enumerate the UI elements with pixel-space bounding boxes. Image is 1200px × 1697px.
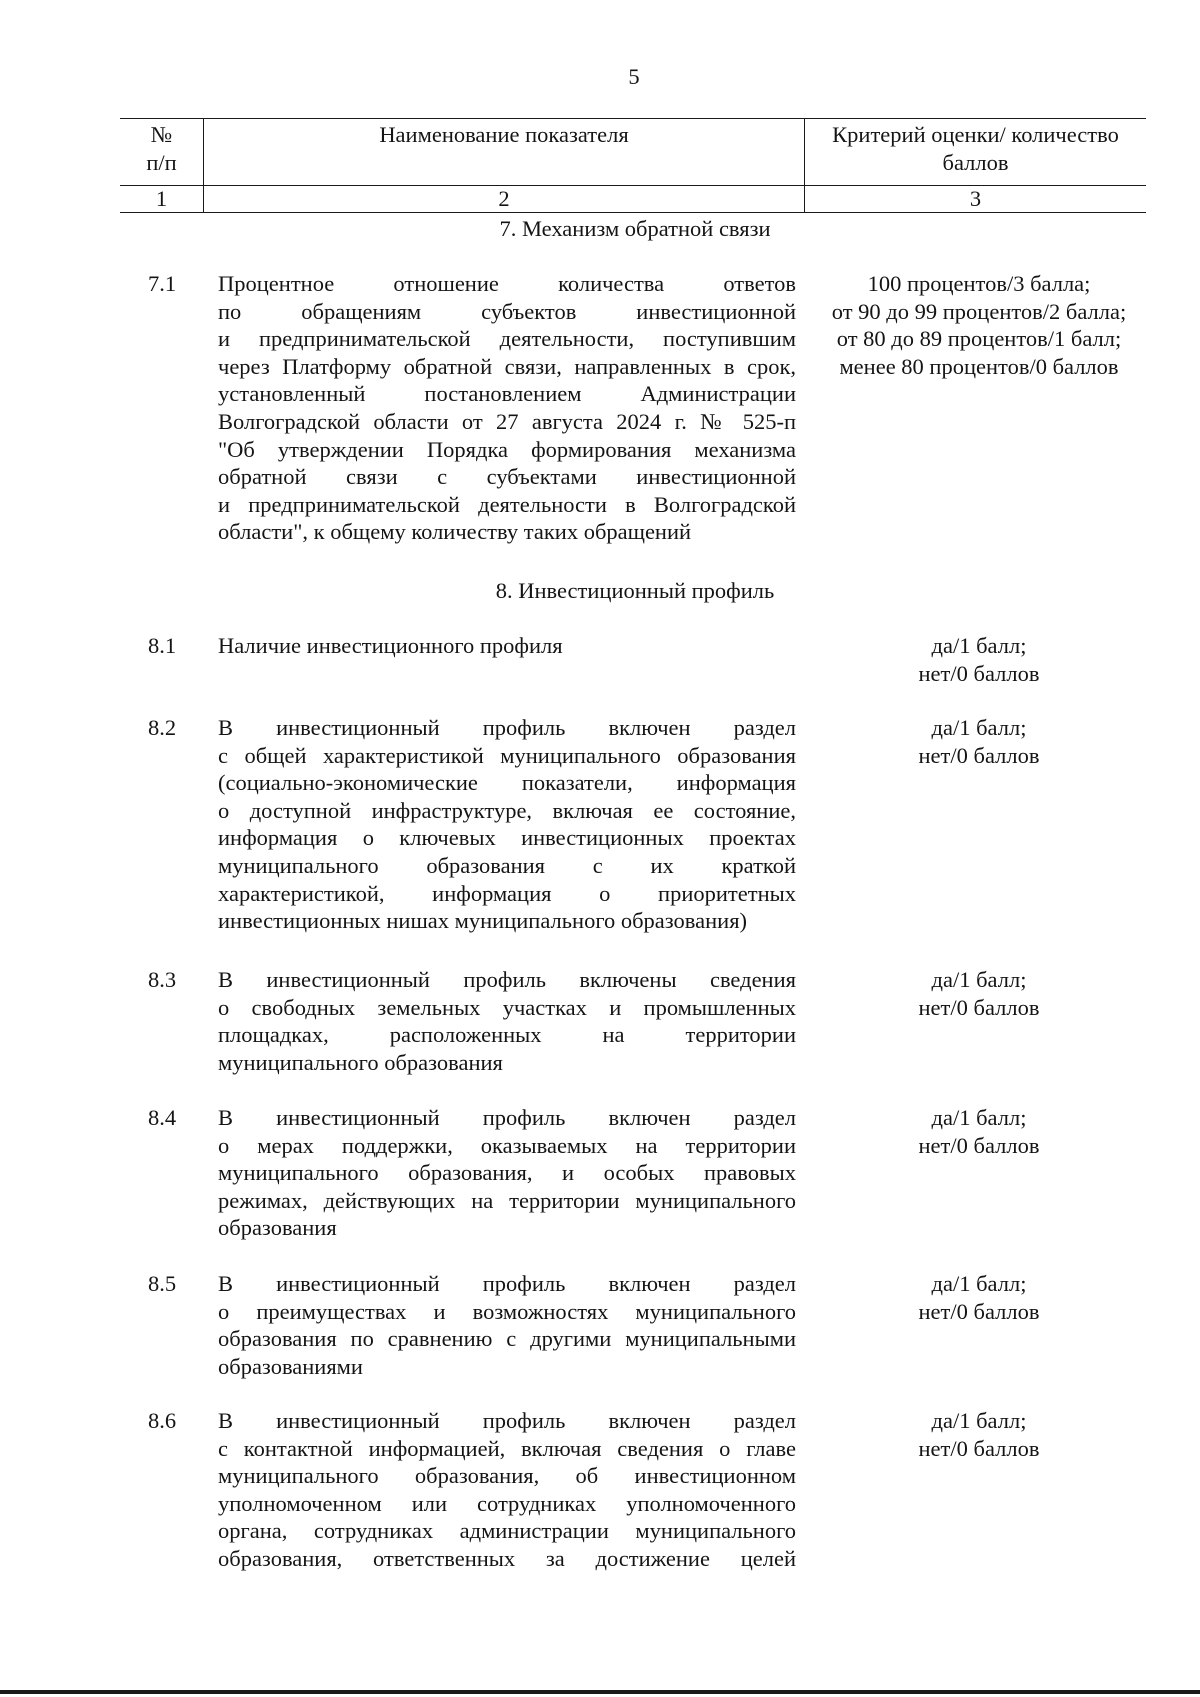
- text-line: "Об утверждении Порядка формирования механизма: [218, 436, 796, 462]
- section-title: 7. Механизм обратной связи: [499, 216, 771, 241]
- criteria-line: 100 процентов/3 балла;: [867, 271, 1091, 296]
- text-line: органа, сотрудниках администрации муниципального: [218, 1518, 796, 1544]
- criteria-line: нет/0 баллов: [918, 994, 1040, 1020]
- header-col-name: [204, 119, 805, 186]
- indicator-name: [218, 1104, 796, 1242]
- indicator-name: [218, 632, 796, 660]
- criteria-line: от 90 до 99 процентов/2 балла;: [831, 298, 1127, 324]
- text-line: Наличие инвестиционного профиля: [218, 633, 563, 658]
- text-line: и предпринимательской деятельности, поступившим: [218, 326, 796, 352]
- text-line: образованиями: [218, 1353, 363, 1379]
- indicator-name: [218, 966, 796, 1076]
- text-line: образования, ответственных за достижение целей: [218, 1545, 796, 1571]
- criteria-line: да/1 балл;: [931, 633, 1027, 658]
- text-line: образования: [218, 1215, 337, 1241]
- column-number-3: 3: [805, 186, 1147, 213]
- indicator-name: [218, 1407, 796, 1573]
- criteria-line: нет/0 баллов: [918, 1132, 1040, 1158]
- criteria: [806, 1407, 1152, 1462]
- text-line: В инвестиционный профиль включен раздел: [218, 1408, 796, 1433]
- criteria-line: нет/0 баллов: [918, 660, 1040, 686]
- text-line: Процентное отношение количества ответов: [218, 271, 796, 296]
- text-line: муниципального образования, об инвестиционном: [218, 1463, 796, 1489]
- text-line: области", к общему количеству таких обращений: [218, 519, 692, 545]
- row-number: 8.5: [148, 1271, 177, 1296]
- text-line: обратной связи с субъектами инвестиционной: [218, 464, 796, 490]
- criteria: [806, 966, 1152, 1021]
- criteria-line: да/1 балл;: [931, 715, 1027, 740]
- criteria-line: нет/0 баллов: [918, 742, 1040, 768]
- criteria-line: да/1 балл;: [931, 1105, 1027, 1130]
- header-col-number: [120, 119, 204, 186]
- text-line: характеристикой, информация о приоритетных: [218, 880, 796, 906]
- indicator-name: [218, 1270, 796, 1380]
- row-number: 8.6: [148, 1408, 177, 1433]
- text-line: о преимуществах и возможностях муниципального: [218, 1298, 796, 1324]
- header-col-criteria-label: Критерий оценки/ количество баллов: [832, 122, 1119, 175]
- text-line: (социально-экономические показатели, информация: [218, 770, 796, 796]
- column-number-2: 2: [204, 186, 805, 213]
- section-title: 8. Инвестиционный профиль: [495, 578, 775, 603]
- header-col-criteria: [805, 119, 1147, 186]
- criteria-line: нет/0 баллов: [918, 1298, 1040, 1324]
- criteria-line: нет/0 баллов: [918, 1435, 1040, 1461]
- criteria-line: да/1 балл;: [931, 1271, 1027, 1296]
- text-line: образования по сравнению с другими муниципальными: [218, 1326, 796, 1352]
- text-line: о свободных земельных участках и промышленных: [218, 994, 796, 1020]
- criteria: [806, 632, 1152, 687]
- text-line: информация о ключевых инвестиционных проектах: [218, 825, 796, 851]
- text-line: по обращениям субъектов инвестиционной: [218, 298, 796, 324]
- text-line: Волгоградской области от 27 августа 2024 г. № 525-п: [218, 408, 796, 434]
- text-line: инвестиционных нишах муниципального образования): [218, 908, 748, 934]
- criteria: [806, 270, 1152, 380]
- text-line: о мерах поддержки, оказываемых на территории: [218, 1132, 796, 1158]
- text-line: В инвестиционный профиль включены сведения: [218, 967, 796, 992]
- column-number-1: 1: [120, 186, 204, 213]
- criteria-line: менее 80 процентов/0 баллов: [839, 353, 1119, 379]
- row-number: 7.1: [148, 271, 177, 296]
- text-line: В инвестиционный профиль включен раздел: [218, 1105, 796, 1130]
- row-number: 8.2: [148, 715, 177, 740]
- text-line: площадках, расположенных на территории: [218, 1022, 796, 1048]
- text-line: режимах, действующих на территории муниципального: [218, 1187, 796, 1213]
- text-line: с общей характеристикой муниципального образования: [218, 742, 796, 768]
- text-line: через Платформу обратной связи, направленных в срок,: [218, 353, 796, 379]
- text-line: муниципального образования, и особых правовых: [218, 1160, 796, 1186]
- indicator-name: [218, 714, 796, 935]
- text-line: муниципального образования: [218, 1049, 503, 1075]
- row-number: 8.4: [148, 1105, 177, 1130]
- criteria: [806, 1104, 1152, 1159]
- text-line: муниципального образования с их краткой: [218, 852, 796, 878]
- header-col-name-label: Наименование показателя: [379, 122, 629, 147]
- criteria-line: да/1 балл;: [931, 967, 1027, 992]
- text-line: В инвестиционный профиль включен раздел: [218, 1271, 796, 1296]
- row-number: 8.3: [148, 967, 177, 992]
- row-number: 8.1: [148, 633, 177, 658]
- criteria-line: от 80 до 89 процентов/1 балл;: [836, 326, 1122, 352]
- text-line: с контактной информацией, включая сведения о главе: [218, 1435, 796, 1461]
- scan-bottom-edge: [0, 1690, 1200, 1694]
- text-line: уполномоченном или сотрудниках уполномоченного: [218, 1490, 796, 1516]
- text-line: и предпринимательской деятельности в Волгоградской: [218, 491, 796, 517]
- criteria: [806, 1270, 1152, 1325]
- text-line: В инвестиционный профиль включен раздел: [218, 715, 796, 740]
- header-col-number-label: № п/п: [146, 122, 177, 175]
- criteria: [806, 714, 1152, 769]
- page-number: 5: [628, 64, 640, 89]
- text-line: о доступной инфраструктуре, включая ее состояние,: [218, 797, 796, 823]
- criteria-line: да/1 балл;: [931, 1408, 1027, 1433]
- table-header: [120, 118, 1146, 213]
- indicator-name: [218, 270, 796, 546]
- text-line: установленный постановлением Администрации: [218, 381, 796, 407]
